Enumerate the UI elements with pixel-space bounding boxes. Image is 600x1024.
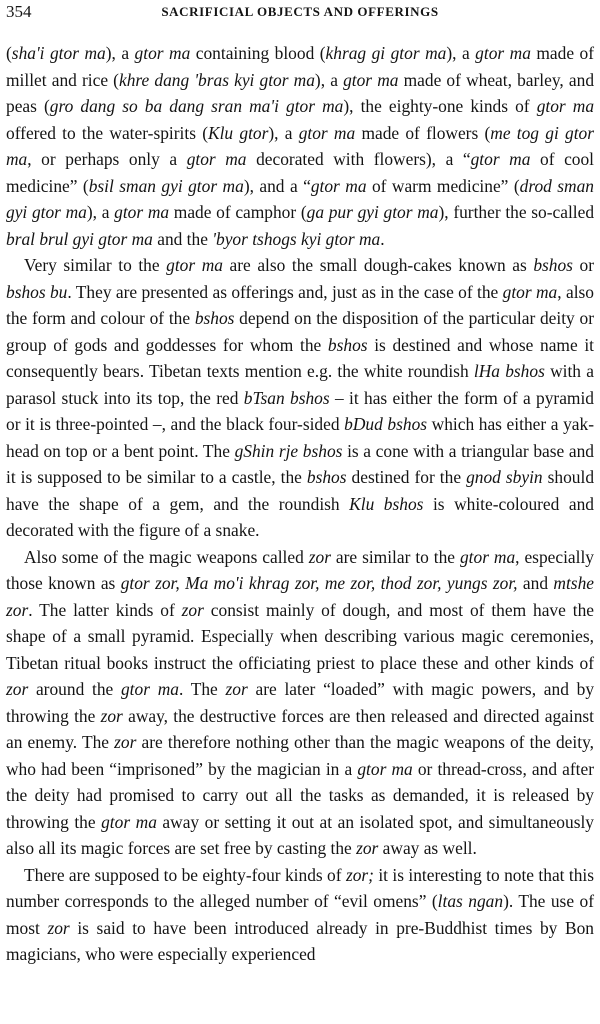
italic-term: me tog gi gtor ma <box>6 122 595 169</box>
text-run: decorated with flowers), a “ <box>246 149 471 169</box>
text-run: ), and a “ <box>243 175 311 196</box>
text-run: ), a <box>446 43 476 63</box>
italic-term: gtor ma <box>134 43 191 63</box>
italic-term: gro dang so ba dang sran ma'i gtor ma <box>49 96 344 116</box>
italic-term: gtor ma <box>101 811 157 832</box>
text-run: ), the eighty-one kinds of <box>343 96 537 116</box>
text-run: ). The use of most <box>6 891 594 938</box>
text-run: offered to the water-spirits ( <box>6 122 208 143</box>
italic-term: gtor ma <box>357 758 413 779</box>
italic-term: gtor ma <box>310 175 367 196</box>
italic-term: zor <box>114 732 137 752</box>
italic-term: Klu bshos <box>349 493 424 514</box>
text-run: Also some of the magic weapons called <box>24 546 309 567</box>
text-run: ), further the so-called <box>438 202 595 222</box>
text-run: ( <box>6 43 12 63</box>
text-run: . They are presented as offerings and, just as in the case of the <box>67 281 503 302</box>
italic-term: bshos <box>194 308 235 328</box>
italic-term: gShin rje bshos <box>234 440 343 461</box>
paragraph <box>6 40 594 252</box>
text-run: . <box>380 228 385 249</box>
italic-term: lHa bshos <box>473 361 545 381</box>
italic-term: bshos <box>306 467 347 487</box>
italic-term: ltas ngan <box>437 891 504 911</box>
italic-term: gtor zor, Ma mo'i khrag zor, me zor, thod zor, yungs zor, <box>120 573 518 593</box>
italic-term: bral brul gyi gtor ma <box>6 228 153 249</box>
text-run: of warm medicine” ( <box>366 175 520 196</box>
text-run: . The latter kinds of <box>28 599 182 620</box>
text-run: consist mainly of dough, and most of them have the shape of a small pyramid. Especially when describing various magic ceremonies, Tibetan ritual books instruct the officiating priest to place these and other kinds of <box>6 599 594 673</box>
text-run: , or perhaps only a <box>27 149 187 169</box>
italic-term: gtor ma <box>459 546 516 567</box>
text-run: are similar to the <box>330 546 460 567</box>
text-run: around the <box>28 679 121 699</box>
text-run: and <box>517 573 554 593</box>
text-run: away or setting it out at an isolated spot, and simultaneously also all its magic forces are set free by casting the <box>6 811 594 858</box>
italic-term: zor <box>181 599 204 620</box>
text-run: with a parasol stuck into its top, the red <box>6 361 594 408</box>
italic-term: mtshe zor <box>6 573 594 620</box>
text-run: are also the small dough-cakes known as <box>222 255 534 275</box>
italic-term: gtor ma <box>166 255 223 275</box>
running-head <box>6 2 594 22</box>
text-run: away as well. <box>378 838 477 858</box>
running-title: SACRIFICIAL OBJECTS AND OFFERINGS <box>161 4 439 19</box>
text-run: which has either a yak-head on top or a bent point. The <box>6 414 594 461</box>
italic-term: ga pur gyi gtor ma <box>306 202 439 222</box>
italic-term: gtor ma <box>343 69 399 90</box>
italic-term: gtor ma <box>470 149 531 169</box>
text-run: ), a <box>86 202 115 222</box>
text-run: Very similar to the <box>24 255 167 275</box>
paragraph <box>6 544 594 862</box>
italic-term: gtor ma <box>298 122 356 143</box>
text-run: made of wheat, barley, and peas ( <box>6 69 595 116</box>
text-run: or <box>572 255 594 275</box>
text-run: ), a <box>105 43 135 63</box>
italic-term: khrag gi gtor ma <box>325 43 447 63</box>
italic-term: gtor ma <box>475 43 531 63</box>
text-run: it is interesting to note that this number corresponds to the alleged number of “evil omens” ( <box>6 864 595 911</box>
italic-term: gtor ma <box>186 149 247 169</box>
italic-term: zor; <box>345 864 374 885</box>
italic-term: bshos <box>533 255 573 275</box>
text-run: made of millet and rice ( <box>6 43 595 90</box>
italic-term: drod sman gyi gtor ma <box>6 175 594 222</box>
italic-term: zor <box>308 546 331 567</box>
text-run: is white-coloured and decorated with the figure of a snake. <box>6 493 594 540</box>
text-run: is destined and whose name it consequently bears. Tibetan texts mention e.g. the white roundish <box>6 334 594 381</box>
italic-term: gtor ma <box>502 281 558 302</box>
text-run: containing blood ( <box>190 43 326 63</box>
italic-term: khre dang 'bras kyi gtor ma <box>118 69 315 90</box>
text-run: and the <box>152 228 213 249</box>
italic-term: Klu gtor <box>208 122 269 143</box>
text-run: There are supposed to be eighty-four kinds of <box>24 864 346 885</box>
italic-term: bTsan bshos <box>243 387 330 408</box>
text-run: are therefore nothing other than the magic weapons of the deity, who had been “imprisoned” by the magician in a <box>6 732 594 779</box>
text-run: made of flowers ( <box>355 122 491 143</box>
paragraph <box>6 862 594 968</box>
text-run: . The <box>178 679 226 699</box>
italic-term: bsil sman gyi gtor ma <box>88 175 244 196</box>
text-run: or thread-cross, and after the deity had promised to carry out all the tasks as demanded, it is released by throwing the <box>6 758 595 832</box>
italic-term: bshos bu <box>6 281 68 302</box>
text-run: away, the destructive forces are then released and directed against an enemy. The <box>6 705 594 752</box>
text-run: ), a <box>268 122 299 143</box>
text-run: is said to have been introduced already in pre-Buddhist times by Bon magicians, who were especially experienced <box>6 917 594 964</box>
text-run: of cool medicine” ( <box>6 149 595 196</box>
italic-term: zor <box>356 838 379 858</box>
text-run: destined for the <box>346 467 467 487</box>
italic-term: gtor ma <box>120 679 179 699</box>
text-run: , especially those known as <box>6 546 594 593</box>
italic-term: bshos <box>327 334 368 355</box>
text-run: made of camphor ( <box>169 202 307 222</box>
italic-term: gtor ma <box>114 202 170 222</box>
italic-term: sha'i gtor ma <box>11 43 106 63</box>
italic-term: zor <box>6 679 29 699</box>
text-run: , also the form and colour of the <box>6 281 594 328</box>
page-number: 354 <box>6 2 32 21</box>
italic-term: bDud bshos <box>344 414 428 434</box>
italic-term: 'byor tshogs kyi gtor ma <box>212 228 381 249</box>
text-run: ), a <box>314 69 344 90</box>
italic-term: zor <box>225 679 248 699</box>
text-run: – it has either the form of a pyramid or it is three-pointed –, and the black four-sided <box>6 387 594 434</box>
paragraph <box>6 252 594 544</box>
italic-term: gnod sbyin <box>466 467 543 487</box>
italic-term: zor <box>47 917 70 938</box>
italic-term: zor <box>100 705 123 726</box>
text-run: depend on the disposition of the particular deity or group of gods and goddesses for whom the <box>6 308 594 355</box>
book-page <box>0 2 600 1024</box>
italic-term: gtor ma <box>536 96 595 116</box>
text-run: are later “loaded” with magic powers, and by throwing the <box>6 679 595 726</box>
text-run: is a cone with a triangular base and it is supposed to be similar to a castle, the <box>6 440 594 487</box>
body-text <box>6 40 594 968</box>
text-run: should have the shape of a gem, and the roundish <box>6 467 595 514</box>
